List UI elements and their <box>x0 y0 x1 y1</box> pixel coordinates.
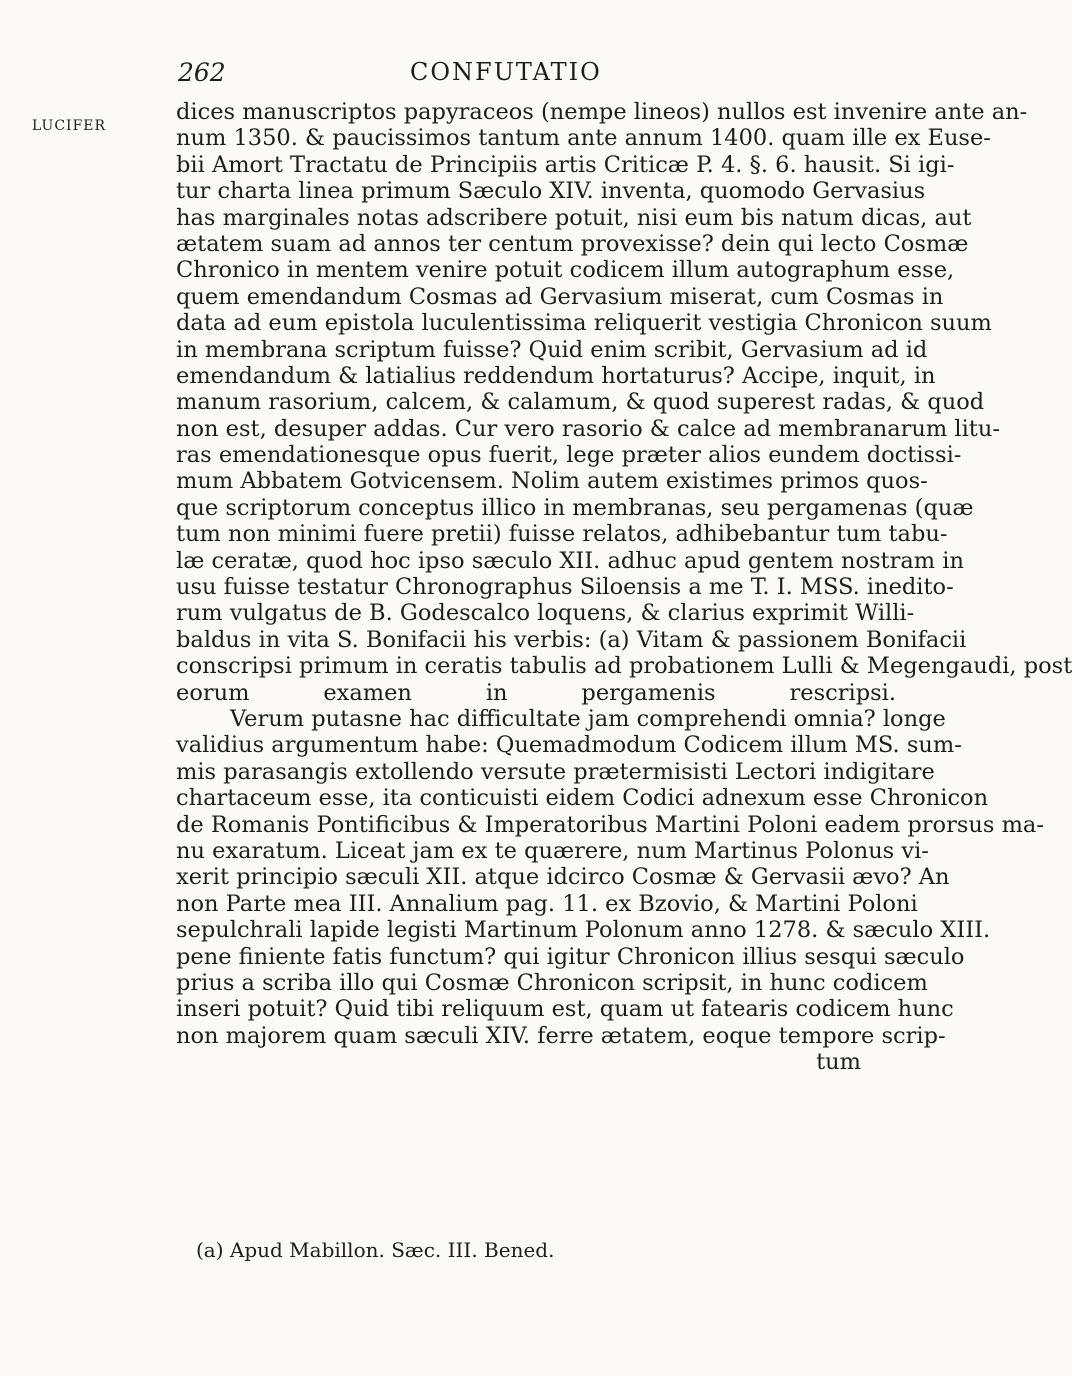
text-line: que scriptorum conceptus illico in membranas, seu pergamenas (quæ <box>176 494 974 521</box>
text-line: dices manuscriptos papyraceos (nempe lineos) nullos est invenire ante an- <box>176 99 1028 125</box>
footnote: (a) Apud Mabillon. Sæc. III. Bened. <box>196 1238 555 1262</box>
text-line: num 1350. & paucissimos tantum ante annum 1400. quam ille ex Euse- <box>176 125 991 152</box>
text-line: sepulchrali lapide legisti Martinum Polonum anno 1278. & sæculo XIII. <box>176 917 991 944</box>
text-line: non est, desuper addas. Cur vero rasorio & calce ad membranarum litu- <box>176 415 1000 442</box>
text-line: ras emendationesque opus fuerit, lege præter alios eundem doctissi- <box>176 442 962 469</box>
page-number: 262 <box>178 58 226 87</box>
text-line: nu exaratum. Liceat jam ex te quærere, num Martinus Polonus vi- <box>176 837 929 864</box>
body-text <box>176 99 1072 1076</box>
text-line: xerit principio sæculi XII. atque idcirco Cosmæ & Gervasii ævo? An <box>176 864 950 891</box>
text-line: bii Amort Tractatu de Principiis artis Criticæ P. 4. §. 6. hausit. Si igi- <box>176 151 955 178</box>
text-line: Chronico in mentem venire potuit codicem illum autographum esse, <box>176 257 955 284</box>
text-line: chartaceum esse, ita conticuisti eidem Codici adnexum esse Chronicon <box>176 785 989 812</box>
text-line: usu fuisse testatur Chronographus Siloensis a me T. I. MSS. inedito- <box>176 574 954 601</box>
text-line: eorum examen in pergamenis rescripsi. <box>176 679 896 706</box>
text-line: tur charta linea primum Sæculo XIV. inventa, quomodo Gervasius <box>176 178 926 205</box>
text-line: læ ceratæ, quod hoc ipso sæculo XII. adhuc apud gentem nostram in <box>176 547 964 574</box>
text-line: conscripsi primum in ceratis tabulis ad probationem Lulli & Megengaudi, post <box>176 653 1072 680</box>
text-line: prius a scriba illo qui Cosmæ Chronicon scripsit, in hunc codicem <box>176 969 928 996</box>
text-line: tum <box>816 1049 861 1076</box>
text-line: non Parte mea III. Annalium pag. 11. ex Bzovio, & Martini Poloni <box>176 890 918 917</box>
text-line: has marginales notas adscribere potuit, nisi eum bis natum dicas, aut <box>176 204 972 231</box>
text-line: validius argumentum habe: Quemadmodum Codicem illum MS. sum- <box>176 732 962 759</box>
text-line: de Romanis Pontificibus & Imperatoribus Martini Poloni eadem prorsus ma- <box>176 811 1044 838</box>
text-line: data ad eum epistola luculentissima reliquerit vestigia Chronicon suum <box>176 310 992 337</box>
text-line: ætatem suam ad annos ter centum provexisse? dein qui lecto Cosmæ <box>176 230 969 257</box>
text-line: in membrana scriptum fuisse? Quid enim scribit, Gervasium ad id <box>176 336 928 363</box>
running-head: CONFUTATIO <box>410 58 602 86</box>
text-line: inseri potuit? Quid tibi reliquum est, quam ut fatearis codicem hunc <box>176 996 954 1023</box>
text-line: non majorem quam sæculi XIV. ferre ætatem, eoque tempore scrip- <box>176 1022 946 1049</box>
text-line: baldus in vita S. Bonifacii his verbis: (a) Vitam & passionem Bonifacii <box>176 626 967 653</box>
text-line: tum non minimi fuere pretii) fuisse relatos, adhibebantur tum tabu- <box>176 521 948 548</box>
text-line: Verum putasne hac difficultate jam comprehendi omnia? longe <box>230 705 946 732</box>
text-line: mum Abbatem Gotvicensem. Nolim autem existimes primos quos- <box>176 468 928 495</box>
text-line: quem emendandum Cosmas ad Gervasium miserat, cum Cosmas in <box>176 283 944 310</box>
text-line: manum rasorium, calcem, & calamum, & quod superest radas, & quod <box>176 389 985 416</box>
text-line: mis parasangis extollendo versute prætermisisti Lectori indigitare <box>176 758 935 785</box>
text-line: pene finiente fatis functum? qui igitur Chronicon illius sesqui sæculo <box>176 943 965 970</box>
marginal-note: LUCIFER <box>32 118 107 134</box>
text-line: emendandum & latialius reddendum hortaturus? Accipe, inquit, in <box>176 362 936 389</box>
text-line: rum vulgatus de B. Godescalco loquens, & clarius exprimit Willi- <box>176 600 915 627</box>
